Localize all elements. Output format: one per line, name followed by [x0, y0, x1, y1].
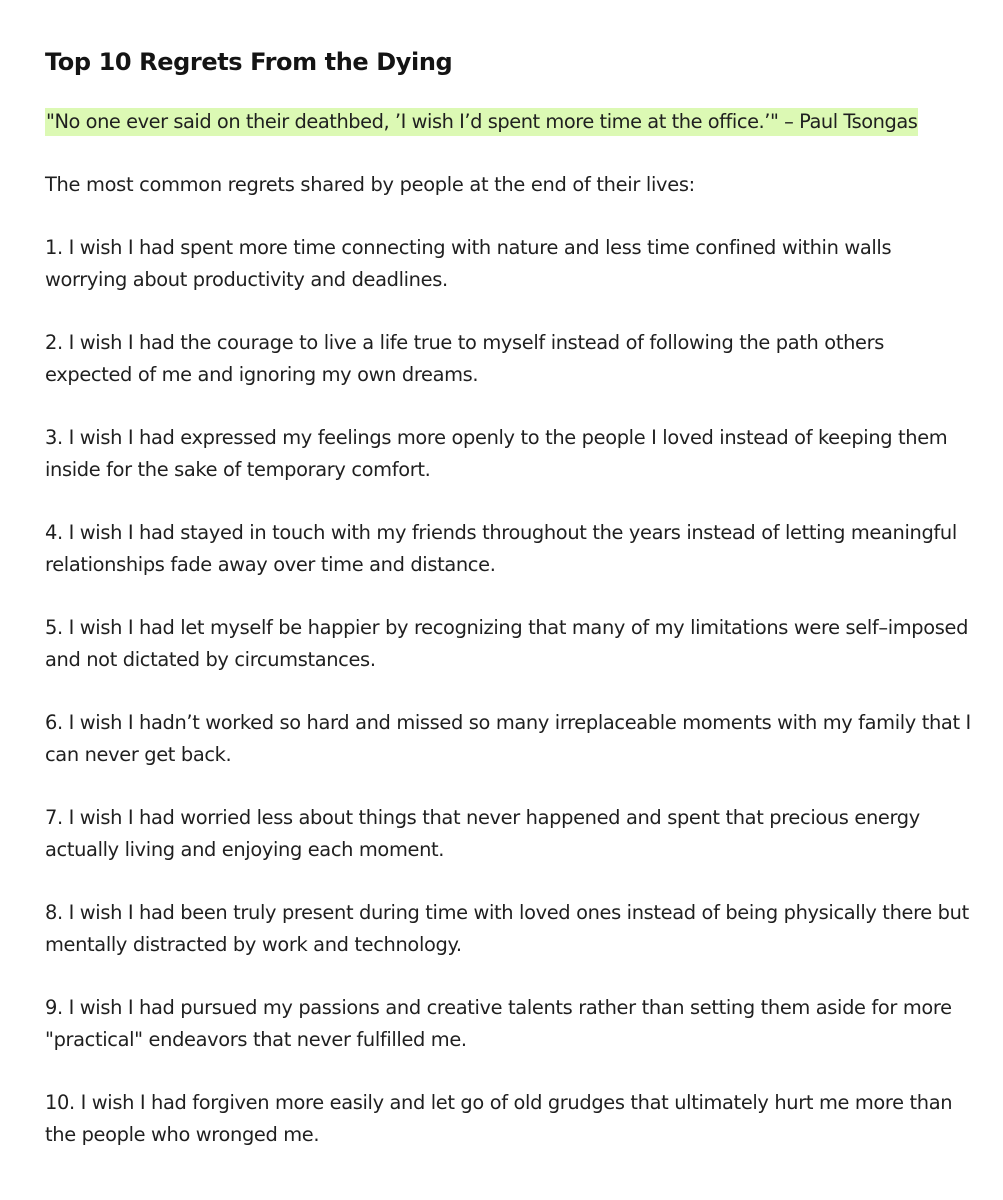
intro-text: The most common regrets shared by people at the end of their lives:	[45, 173, 695, 196]
page-title: Top 10 Regrets From the Dying	[45, 48, 453, 76]
list-item: 9. I wish I had pursued my passions and creative talents rather than setting them aside for more "practical" endeavors that never fulfilled me.	[45, 996, 952, 1051]
list-item: 2. I wish I had the courage to live a life true to myself instead of following the path others expected of me and ignoring my own dreams.	[45, 331, 884, 386]
regrets-list	[45, 232, 975, 1182]
list-item: 10. I wish I had forgiven more easily and let go of old grudges that ultimately hurt me more than the people who wronged me.	[45, 1091, 953, 1146]
list-item: 5. I wish I had let myself be happier by recognizing that many of my limitations were self–imposed and not dictated by circumstances.	[45, 616, 969, 671]
list-item: 3. I wish I had expressed my feelings more openly to the people I loved instead of keeping them inside for the sake of temporary comfort.	[45, 426, 948, 481]
list-item: 8. I wish I had been truly present during time with loved ones instead of being physically there but mentally distracted by work and technology.	[45, 901, 969, 956]
quote-highlight: "No one ever said on their deathbed, ’I wish I’d spent more time at the office.’" – Paul Tsongas	[45, 108, 918, 136]
highlighted-quote	[45, 108, 918, 136]
list-item: 4. I wish I had stayed in touch with my friends throughout the years instead of letting meaningful relationships fade away over time and distance.	[45, 521, 957, 576]
list-item: 6. I wish I hadn’t worked so hard and missed so many irreplaceable moments with my family that I can never get back.	[45, 711, 971, 766]
list-item: 7. I wish I had worried less about things that never happened and spent that precious energy actually living and enjoying each moment.	[45, 806, 920, 861]
list-item: 1. I wish I had spent more time connecting with nature and less time confined within walls worrying about productivity and deadlines.	[45, 236, 892, 291]
